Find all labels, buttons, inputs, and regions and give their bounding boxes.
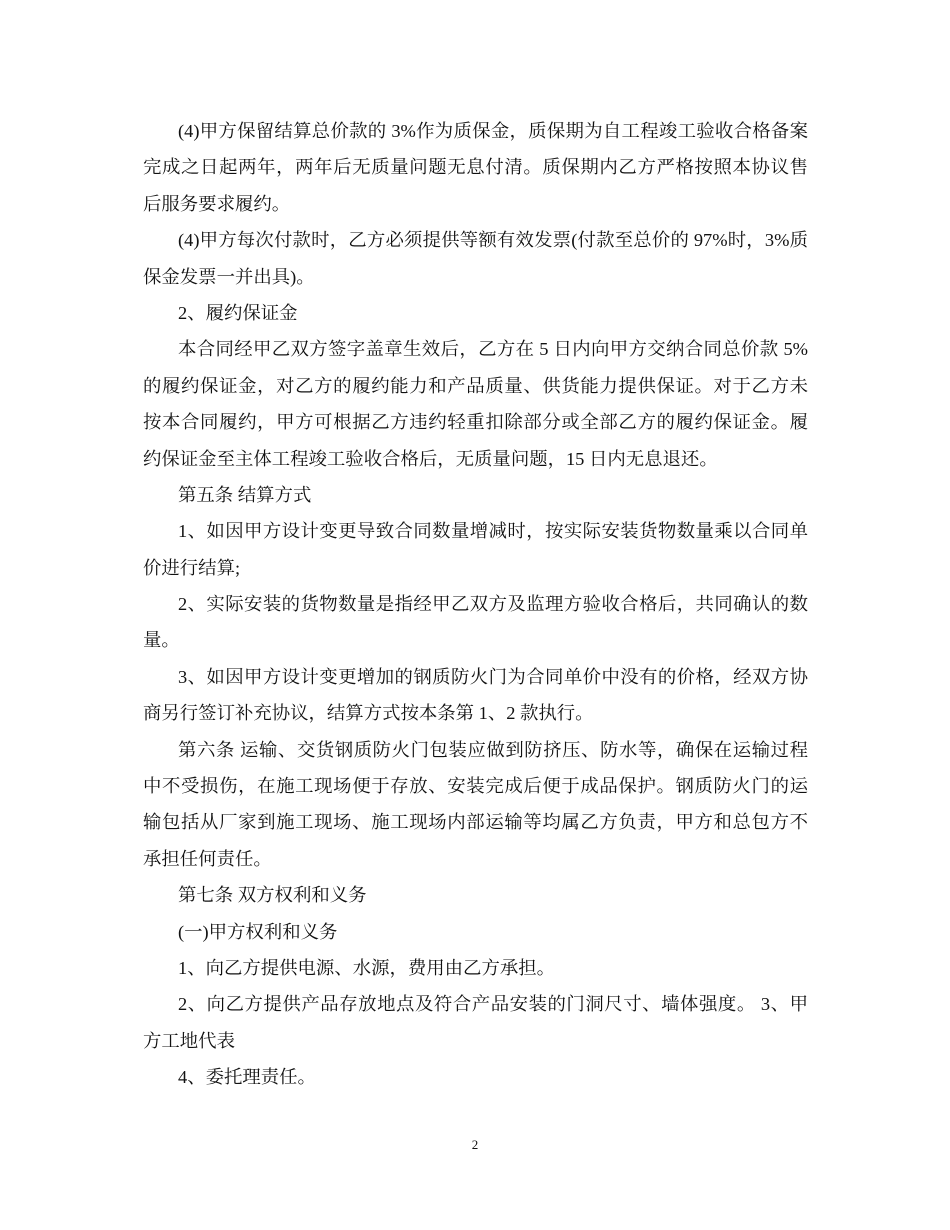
text-line: 后服务要求履约。 — [143, 193, 291, 214]
article-heading — [143, 477, 808, 513]
text-line: 第七条 双方权利和义务 — [178, 885, 367, 906]
text-line: 方工地代表 — [143, 1030, 235, 1051]
text-line: (4)甲方保留结算总价款的 3%作为质保金，质保期为自工程竣工验收合格备案 — [178, 121, 808, 141]
clause-item — [143, 659, 808, 732]
section-heading — [143, 295, 808, 331]
page-number: 2 — [471, 1137, 479, 1152]
text-line: 第六条 运输、交货钢质防火门包装应做到防挤压、防水等，确保在运输过程 — [178, 739, 808, 760]
text-line: (4)甲方每次付款时，乙方必须提供等额有效发票(付款至总价的 97%时，3%质 — [178, 230, 808, 251]
clause-item — [143, 586, 808, 659]
text-line: 第五条 结算方式 — [178, 484, 312, 505]
text-line: 商另行签订补充协议，结算方式按本条第 1、2 款执行。 — [143, 703, 594, 724]
text-line: 按本合同履约，甲方可根据乙方违约轻重扣除部分或全部乙方的履约保证金。履 — [143, 412, 808, 433]
text-line: 1、如因甲方设计变更导致合同数量增减时，按实际安装货物数量乘以合同单 — [178, 521, 808, 542]
clause-item — [143, 950, 808, 986]
text-line: 承担任何责任。 — [143, 848, 272, 869]
text-line: 输包括从厂家到施工现场、施工现场内部运输等均属乙方负责，甲方和总包方不 — [143, 812, 808, 833]
text-line: 约保证金至主体工程竣工验收合格后，无质量问题，15 日内无息退还。 — [143, 448, 718, 469]
text-line: 中不受损伤，在施工现场便于存放、安装完成后便于成品保护。钢质防火门的运 — [143, 776, 808, 797]
text-line: 3、如因甲方设计变更增加的钢质防火门为合同单价中没有的价格，经双方协 — [178, 666, 808, 687]
text-line: 的履约保证金，对乙方的履约能力和产品质量、供货能力提供保证。对于乙方未 — [143, 375, 808, 396]
subsection-heading — [143, 914, 808, 950]
text-line: 完成之日起两年，两年后无质量问题无息付清。质保期内乙方严格按照本协议售 — [143, 157, 808, 178]
body-paragraph — [143, 331, 808, 477]
text-line: 1、向乙方提供电源、水源，费用由乙方承担。 — [178, 957, 556, 978]
text-line: 保金发票一并出具)。 — [143, 266, 315, 287]
text-line: 2、实际安装的货物数量是指经甲乙双方及监理方验收合格后，共同确认的数 — [178, 594, 808, 615]
clause-item — [143, 113, 808, 222]
text-line: 价进行结算; — [143, 557, 241, 578]
page-body — [143, 113, 808, 1096]
text-line: 2、向乙方提供产品存放地点及符合产品安装的门洞尺寸、墙体强度。 3、甲 — [178, 994, 808, 1015]
text-line: 4、委托理责任。 — [178, 1067, 316, 1088]
clause-item — [143, 222, 808, 295]
article-heading — [143, 877, 808, 913]
clause-item — [143, 1059, 808, 1095]
clause-item — [143, 513, 808, 586]
text-line: 量。 — [143, 630, 180, 651]
clause-item — [143, 986, 808, 1059]
text-line: 本合同经甲乙双方签字盖章生效后，乙方在 5 日内向甲方交纳合同总价款 5% — [178, 339, 808, 360]
article-paragraph — [143, 732, 808, 878]
text-line: (一)甲方权利和义务 — [178, 921, 338, 942]
text-line: 2、履约保证金 — [178, 302, 298, 323]
